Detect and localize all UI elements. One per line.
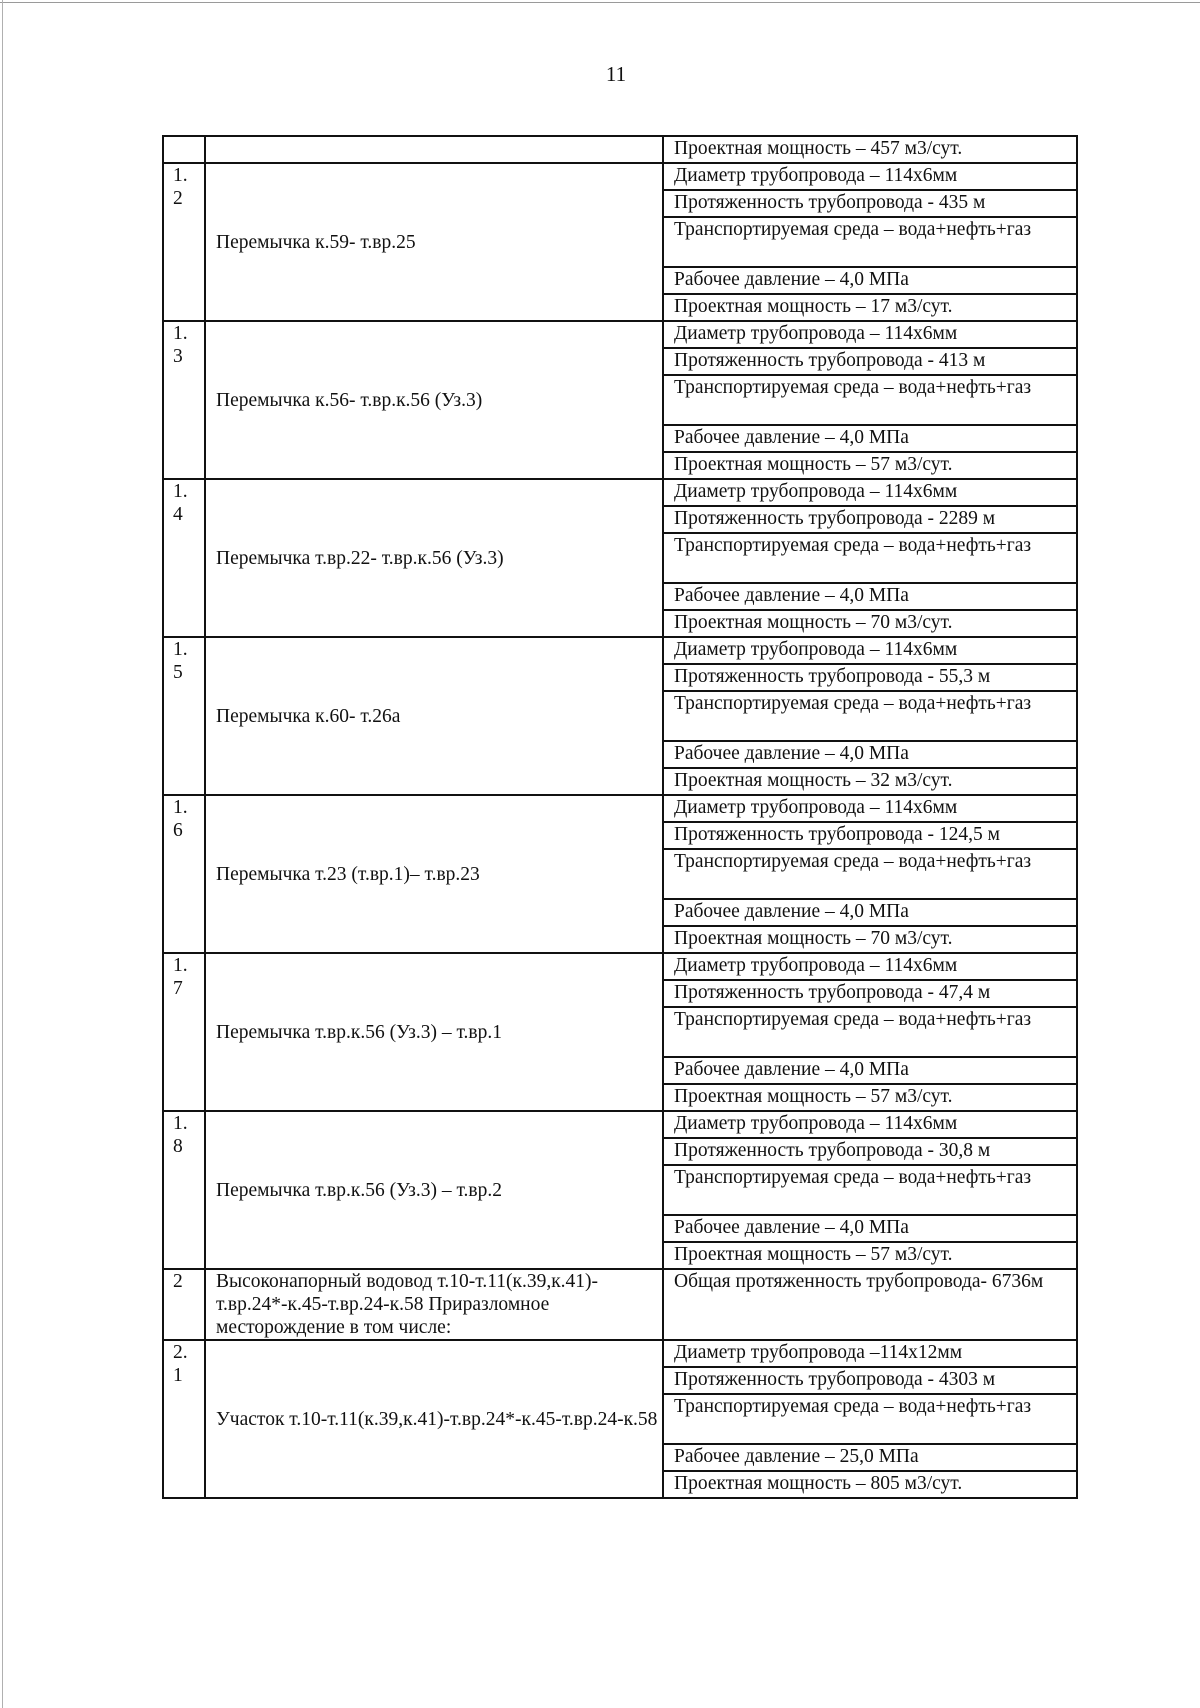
table-row: [163, 1111, 1077, 1138]
row-number: 1. 8: [163, 1111, 205, 1269]
table-row: [163, 637, 1077, 664]
pipeline-name: Перемычка т.вр.к.56 (Уз.3) – т.вр.1: [205, 953, 663, 1111]
pipeline-name: Перемычка к.60- т.26а: [205, 637, 663, 795]
pipeline-property: Протяженность трубопровода - 413 м: [663, 348, 1077, 375]
pipeline-property: Рабочее давление – 4,0 МПа: [663, 741, 1077, 768]
pipeline-property: Протяженность трубопровода - 30,8 м: [663, 1138, 1077, 1165]
row-number: 1. 6: [163, 795, 205, 953]
pipeline-property: Проектная мощность – 70 м3/сут.: [663, 610, 1077, 637]
pipeline-property: Рабочее давление – 4,0 МПа: [663, 1057, 1077, 1084]
page-number: 11: [605, 62, 627, 86]
table-row: [163, 1269, 1077, 1340]
pipeline-property: Транспортируемая среда – вода+нефть+газ: [663, 533, 1077, 583]
row-number: 1. 5: [163, 637, 205, 795]
pipeline-property: Транспортируемая среда – вода+нефть+газ: [663, 1007, 1077, 1057]
pipeline-name: Перемычка т.вр.22- т.вр.к.56 (Уз.3): [205, 479, 663, 637]
pipeline-spec-table: [162, 135, 1078, 1499]
pipeline-property: Диаметр трубопровода – 114х6мм: [663, 1111, 1077, 1138]
table-row: [163, 479, 1077, 506]
row-number: [163, 136, 205, 163]
pipeline-property: Диаметр трубопровода – 114х6мм: [663, 953, 1077, 980]
pipeline-property: Диаметр трубопровода – 114х6мм: [663, 321, 1077, 348]
pipeline-property: Диаметр трубопровода – 114х6мм: [663, 479, 1077, 506]
pipeline-property: Протяженность трубопровода - 4303 м: [663, 1367, 1077, 1394]
pipeline-property: Проектная мощность – 805 м3/сут.: [663, 1471, 1077, 1498]
pipeline-property: Диаметр трубопровода – 114х6мм: [663, 795, 1077, 822]
pipeline-property: Протяженность трубопровода - 2289 м: [663, 506, 1077, 533]
table-row: [163, 163, 1077, 190]
pipeline-property: Транспортируемая среда – вода+нефть+газ: [663, 849, 1077, 899]
table-row: [163, 953, 1077, 980]
pipeline-name: Перемычка к.59- т.вр.25: [205, 163, 663, 321]
pipeline-name: Перемычка к.56- т.вр.к.56 (Уз.3): [205, 321, 663, 479]
pipeline-name: Высоконапорный водовод т.10-т.11(к.39,к.41)-т.вр.24*-к.45-т.вр.24-к.58 Приразломное месторождение в том числе:: [205, 1269, 663, 1340]
row-number: 1. 3: [163, 321, 205, 479]
pipeline-property: Диаметр трубопровода – 114х6мм: [663, 637, 1077, 664]
pipeline-name: Перемычка т.вр.к.56 (Уз.3) – т.вр.2: [205, 1111, 663, 1269]
pipeline-property: Рабочее давление – 4,0 МПа: [663, 583, 1077, 610]
pipeline-spec-table-body: [163, 136, 1077, 1498]
pipeline-property: Транспортируемая среда – вода+нефть+газ: [663, 1165, 1077, 1215]
pipeline-name: Перемычка т.23 (т.вр.1)– т.вр.23: [205, 795, 663, 953]
pipeline-property: Рабочее давление – 4,0 МПа: [663, 1215, 1077, 1242]
pipeline-property: Общая протяженность трубопровода- 6736м: [663, 1269, 1077, 1340]
pipeline-property: Транспортируемая среда – вода+нефть+газ: [663, 375, 1077, 425]
table-row: [163, 136, 1077, 163]
pipeline-property: Проектная мощность – 32 м3/сут.: [663, 768, 1077, 795]
pipeline-property: Транспортируемая среда – вода+нефть+газ: [663, 1394, 1077, 1444]
row-number: 1. 7: [163, 953, 205, 1111]
pipeline-property: Протяженность трубопровода - 55,3 м: [663, 664, 1077, 691]
scan-edge-top: [0, 2, 1200, 3]
pipeline-property: Проектная мощность – 57 м3/сут.: [663, 452, 1077, 479]
pipeline-property: Проектная мощность – 17 м3/сут.: [663, 294, 1077, 321]
row-number: 2. 1: [163, 1340, 205, 1498]
table-row: [163, 1340, 1077, 1367]
row-number: 1. 4: [163, 479, 205, 637]
scan-edge-left: [2, 0, 3, 1708]
row-number: 1. 2: [163, 163, 205, 321]
row-number: 2: [163, 1269, 205, 1340]
table-row: [163, 795, 1077, 822]
pipeline-property: Протяженность трубопровода - 47,4 м: [663, 980, 1077, 1007]
pipeline-property: Протяженность трубопровода - 435 м: [663, 190, 1077, 217]
pipeline-property: Рабочее давление – 4,0 МПа: [663, 899, 1077, 926]
pipeline-name: [205, 136, 663, 163]
pipeline-property: Транспортируемая среда – вода+нефть+газ: [663, 217, 1077, 267]
pipeline-property: Протяженность трубопровода - 124,5 м: [663, 822, 1077, 849]
pipeline-property: Рабочее давление – 4,0 МПа: [663, 425, 1077, 452]
pipeline-property: Проектная мощность – 57 м3/сут.: [663, 1242, 1077, 1269]
pipeline-property: Проектная мощность – 70 м3/сут.: [663, 926, 1077, 953]
pipeline-property: Рабочее давление – 4,0 МПа: [663, 267, 1077, 294]
pipeline-property: Проектная мощность – 457 м3/сут.: [663, 136, 1077, 163]
pipeline-property: Проектная мощность – 57 м3/сут.: [663, 1084, 1077, 1111]
pipeline-property: Транспортируемая среда – вода+нефть+газ: [663, 691, 1077, 741]
pipeline-property: Рабочее давление – 25,0 МПа: [663, 1444, 1077, 1471]
table-row: [163, 321, 1077, 348]
pipeline-name: Участок т.10-т.11(к.39,к.41)-т.вр.24*-к.45-т.вр.24-к.58: [205, 1340, 663, 1498]
pipeline-property: Диаметр трубопровода –114х12мм: [663, 1340, 1077, 1367]
pipeline-property: Диаметр трубопровода – 114х6мм: [663, 163, 1077, 190]
